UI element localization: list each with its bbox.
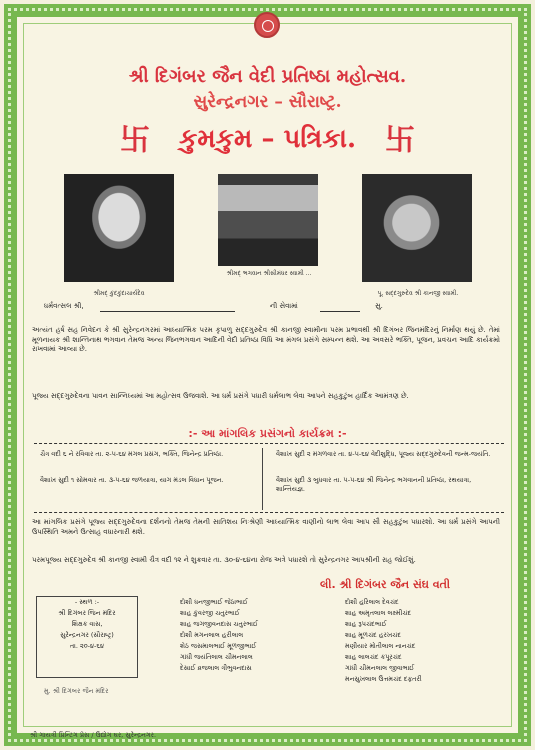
signatory-column-1 <box>180 597 330 674</box>
signatory-name: શાહ લાલચંદ કપૂરચંદ <box>345 653 402 661</box>
program-divider-top <box>34 443 504 444</box>
address-blank-2 <box>320 311 360 312</box>
program-right-item-2: વૈશાખ સુદી ૩ બુધવાર તા. ૫-૫-૬૪ શ્રી જિનેન્દ્ર ભગવાનની પ્રતિષ્ઠા, રથયાત્રા, શાન્તિયજ્ઞ. <box>276 476 472 493</box>
place-title: સુરેન્દ્રનગર – સૌરાષ્ટ્ર. <box>193 92 342 112</box>
page-title: શ્રી દિગંબર જૈન વેદી પ્રતિષ્ઠા મહોત્સવ. <box>128 66 407 87</box>
signatory-name: મણીયાર મોતીલાલ નાનચંદ <box>345 642 416 650</box>
caption-center: શ્રીમદ્ ભગવાન શ્રીસીમંધર સ્વામી ... <box>226 270 312 277</box>
signatory-name: શાહ જગજીવનદાસ ચતુરભાઈ <box>180 620 259 628</box>
signatory-name: મનસુખલાલ ઉત્તમચંદ દફતરી <box>345 675 422 683</box>
photo-gurudev <box>362 174 472 282</box>
signatory-name: શાહ રૂપચંદભાઈ <box>345 620 387 628</box>
closing-paragraph-1: આ માંગલિક પ્રસંગે પૂજ્ય સદ્દગુરુદેવના દર્શનનો તેમજ તેમની સાતિશય નિઃશ્રેણી આધ્યાત્મિક વાણીનો લાભ લેવા આપ સૌ સહકુટુંબ પધારશો. આ ધર્મ પ્રસંગે આપની ઉપસ્થિતિ અમને ઉત્સાહ વધારનારી થશે. <box>32 518 500 536</box>
signatory-name: દોશી મગનલાલ હરીલાલ <box>180 631 244 639</box>
invitation-title: કુમકુમ – પત્રિકા. <box>178 124 357 154</box>
signatory-name: ગાંધી ચીમનલાલ જીવાભાઈ <box>345 664 415 672</box>
caption-left: શ્રીમદ્ કુંદકુંદાચાર્યદેવ <box>93 290 145 297</box>
venue-date: તા. ૨૦-૪-૬૪ <box>69 642 105 650</box>
closing-paragraph-2: પરમપૂજ્ય સદ્દગુરુદેવ શ્રી કાનજી સ્વામી ચૈત્ર વદી ૧૨ ને શુક્રવાર તા. ૩૦-૪-૬૪ના રોજ અત્રે પધારશે તો સુરેન્દ્રનગર આપશ્રીની રાહ જોઈશું. <box>32 556 416 564</box>
invitation-paragraph-1: અત્યંત હર્ષ સહ નિવેદન કે શ્રી સુરેન્દ્રનગરમાં આધ્યાત્મિક પરમ કૃપાળુ સદ્દગુરુદેવ શ્રી કાનજી સ્વામીના પરમ પ્રભાવથી શ્રી દિગંબર જિનમંદિરનું નિર્માણ થયું છે. તેમાં મૂળનાયક શ્રી શાન્તિનાથ ભગવાન તેમજ અન્ય જિનભગવાન આદિની વેદી પ્રતિષ્ઠા વિધિ આ મંગલ પ્રસંગે સમ્પન્ન થશે. આ અવસરે ભક્તિ, પૂજન, પ્રવચન આદિ કાર્યક્રમો રાખવામાં આવ્યા છે. <box>32 326 500 353</box>
program-title: :- આ માંગલિક પ્રસંગનો કાર્યક્રમ :- <box>188 427 347 440</box>
signatory-name: શાહ મૂળચંદ હરખચંદ <box>345 631 402 639</box>
signatory-name: ગાંધી જયંતિલાલ ચીમનલાલ <box>180 653 253 661</box>
address-right: સુ. <box>375 302 383 310</box>
swastika-icon-left: 卐 <box>120 123 150 158</box>
signatory-name: દેસાઈ વ્રજલાલ ત્રીભુવનદાસ <box>180 664 252 672</box>
venue-box <box>36 596 138 678</box>
signature-title: લી. શ્રી દિગંબર જૈન સંઘ વતી <box>320 578 451 591</box>
photo-temple <box>218 174 318 266</box>
venue-label: - સ્થળ :- <box>74 598 100 606</box>
program-divider-bottom <box>34 512 504 513</box>
seal-emblem-icon <box>254 12 280 38</box>
program-left-item-2: વૈશાખ સુદી ૧ સોમવાર તા. ૩-૫-૬૪ જળયાત્રા, યાગ મંડલ વિધાન પૂજન. <box>40 476 224 484</box>
signatory-name: શેઠ જસમાલભાઈ મૂળજીભાઈ <box>180 642 257 650</box>
photo-acharya <box>64 174 174 282</box>
program-left-item-1: ચૈત્ર વદી ૬ ને રવિવાર તા. ૨-૫-૬૪ મંગલ પ્રસંગ, ભક્તિ, જિનેન્દ્ર પ્રતિષ્ઠા. <box>40 450 224 458</box>
signatory-name: દોશી હરિલાલ દેવચંદ <box>345 598 399 606</box>
venue-street: શિક્ષક વાસ, <box>71 620 103 628</box>
venue-name: શ્રી દિગંબર જિન મંદિર <box>58 609 116 617</box>
program-vertical-divider <box>262 448 263 510</box>
signatory-name: દોશી ધનજીભાઈ જેઠાભાઈ <box>180 598 248 606</box>
program-right-item-1: વૈશાખ સુદી ૨ મંગળવાર તા. ૪-૫-૬૪ વેદીશુદ્ધિ, પૂજ્ય સદ્દગુરુદેવની જન્મ-જયંતિ. <box>276 450 491 458</box>
stamp-note: મુ. શ્રી દિગંબર જૈન મંદિર <box>44 687 109 695</box>
signatory-name: શાહ કુંવરજી ચતુરભાઈ <box>180 609 240 617</box>
swastika-icon-right: 卐 <box>385 123 415 158</box>
caption-right: પૂ. સદ્દગુરુદેવ શ્રી કાનજી સ્વામી. <box>377 290 459 297</box>
printer-footer: શ્રી ગાયત્રી પ્રિન્ટિંગ પ્રેસ / ઉદ્યોગ ઘર, સુરેન્દ્રનગર. <box>30 731 157 739</box>
signatory-name: શાહ અમૃતલાલ લક્ષ્મીચંદ <box>345 609 412 617</box>
venue-city: સુરેન્દ્રનગર (સૌરાષ્ટ્ર) <box>60 631 114 639</box>
address-blank-1 <box>100 311 235 312</box>
address-middle: ની સેવામાં <box>270 302 298 310</box>
address-salutation: ધર્મવત્સલ શ્રી, <box>44 302 84 310</box>
signatory-column-2 <box>345 597 505 685</box>
invitation-paragraph-2: પૂજ્ય સદ્દગુરુદેવના પાવન સાન્નિધ્યમાં આ મહોત્સવ ઉજવાશે. આ ધર્મ પ્રસંગે પધારી ધર્મલાભ લેવા આપને સહકુટુંબ હાર્દિક આમંત્રણ છે. <box>32 392 409 400</box>
